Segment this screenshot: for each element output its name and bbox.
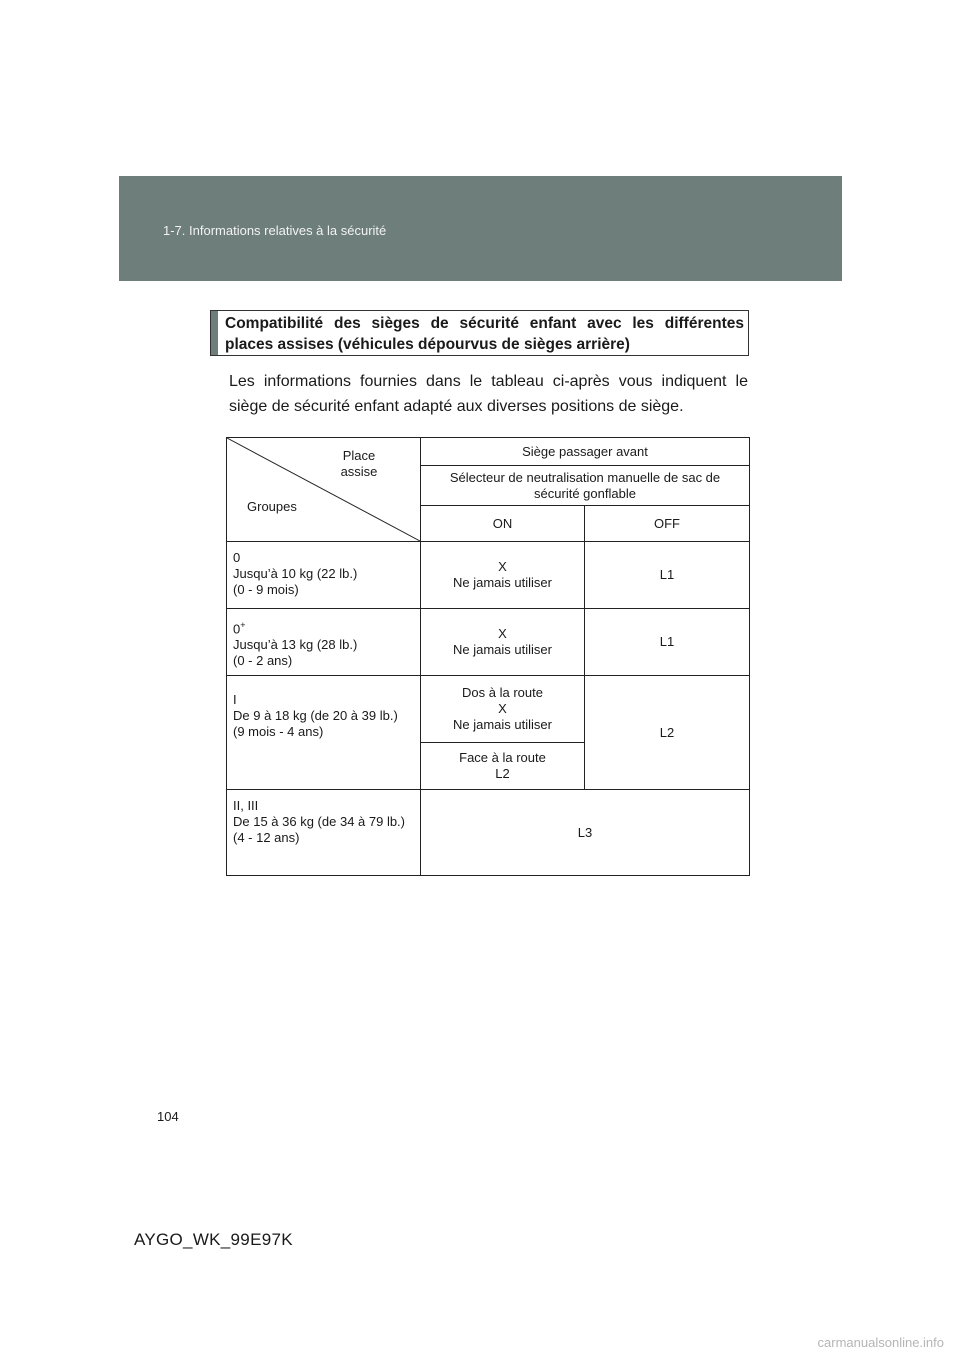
off-cell: L1 (585, 609, 750, 676)
corner-label-groups: Groupes (247, 499, 297, 514)
on-cell: X Ne jamais utiliser (421, 542, 585, 609)
off-cell: L2 (585, 676, 750, 790)
selector-header: Sélecteur de neutralisation manuelle de sac de sécurité gonflable (421, 466, 750, 506)
on-cell: X Ne jamais utiliser (421, 609, 585, 676)
table-row (227, 676, 750, 743)
off-cell: L1 (585, 542, 750, 609)
table-row (227, 542, 750, 609)
document-code: AYGO_WK_99E97K (134, 1230, 293, 1249)
intro-paragraph: Les informations fournies dans le tableau ci-après vous indiquent le siège de sécurité enfant adapté aux diverses positions de siège. (229, 373, 748, 415)
group-cell: 0+ Jusqu’à 13 kg (28 lb.) (0 - 2 ans) (227, 609, 421, 676)
heading-accent-bar (211, 311, 218, 355)
section-title: 1-7. Informations relatives à la sécurité (163, 223, 387, 238)
group-cell: II, III De 15 à 36 kg (de 34 à 79 lb.) (4 - 12 ans) (227, 790, 421, 876)
all-positions-cell: L3 (421, 790, 750, 876)
corner-header-cell (227, 438, 421, 542)
col-header-on: ON (421, 506, 585, 542)
table-row (227, 790, 750, 876)
table-row (227, 609, 750, 676)
compatibility-table (226, 437, 750, 876)
on-cell-rear-facing: Dos à la route X Ne jamais utiliser (421, 676, 585, 743)
col-header-off: OFF (585, 506, 750, 542)
diagonal-line (227, 438, 420, 541)
watermark: carmanualsonline.info (817, 1335, 944, 1350)
group-cell: I De 9 à 18 kg (de 20 à 39 lb.) (9 mois - 4 ans) (227, 676, 421, 790)
page-number: 104 (157, 1109, 179, 1124)
header-band (119, 176, 842, 281)
section-heading-box (210, 310, 749, 356)
group-cell: 0 Jusqu’à 10 kg (22 lb.) (0 - 9 mois) (227, 542, 421, 609)
on-cell-forward-facing: Face à la route L2 (421, 743, 585, 790)
seat-header: Siège passager avant (421, 438, 750, 466)
corner-label-place: Place assise (340, 448, 378, 479)
section-heading: Compatibilité des sièges de sécurité enfant avec les différentes places assises (véhicules dépourvus de sièges arrière) (225, 315, 744, 353)
